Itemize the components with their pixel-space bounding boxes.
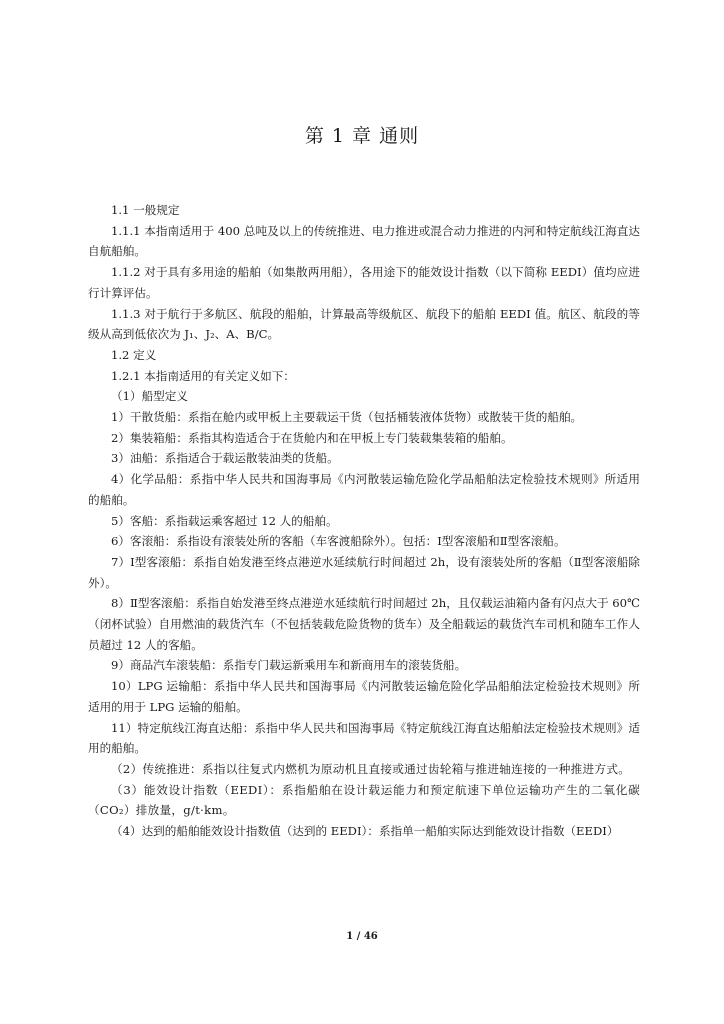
page-number: 1 / 46 [346,931,378,942]
clause-1-2-1: 1.2.1 本指南适用的有关定义如下： [111,368,295,383]
definition-dry-bulk-ship: 1）干散货船：系指在舱内或甲板上主要载运干货（包括桶装液体货物）或散装干货的船舶。 [111,410,583,425]
definition-river-sea-ship: 11）特定航线江海直达船：系指中华人民共和国海事局《特定航线江海直达船舶法定检验技术规则》适用的船舶。 [88,720,640,756]
definition-oil-tanker: 3）油船：系指适合于载运散装油类的货船。 [111,451,339,466]
definition-eedi: （3）能效设计指数（EEDI）：系指船舶在设计载运能力和预定航速下单位运输功产生的二氧化碳（CO₂）排放量，g/t·km。 [88,782,640,818]
section-heading-1-1: 1.1 一般规定 [111,203,180,217]
chapter-title: 第 1 章 通则 [304,125,420,147]
definition-lpg-carrier: 10）LPG 运输船：系指中华人民共和国海事局《内河散装运输危险化学品船舶法定检验技术规则》所适用的用于 LPG 运输的船舶。 [88,679,640,714]
section-heading-1-2: 1.2 定义 [111,347,157,362]
definition-attained-eedi: （4）达到的船舶能效设计指数值（达到的 EEDI）：系指单一船舶实际达到能效设计指数（EEDI） [111,824,619,839]
subheading-ship-type-definitions: （1）船型定义 [111,389,188,404]
clause-1-1-1: 1.1.1 本指南适用于 400 总吨及以上的传统推进、电力推进或混合动力推进的内河和特定航线江海直达自航船舶。 [88,223,640,259]
clause-1-1-2: 1.1.2 对于具有多用途的船舶（如集散两用船），各用途下的能效设计指数（以下简称 EEDI）值均应进行计算评估。 [88,265,640,300]
body-text [88,200,640,842]
definition-passenger-ship: 5）客船：系指载运乘客超过 12 人的船舶。 [111,513,338,528]
definition-type-1-ro-ro-passenger-ship: 7）Ⅰ型客滚船：系指自始发港至终点港逆水延续航行时间超过 2h，设有滚装处所的客船（Ⅱ型客滚船除外）。 [88,554,640,590]
clause-1-1-3: 1.1.3 对于航行于多航区、航段的船舶，计算最高等级航区、航段下的船舶 EEDI 值。航区、航段的等级从高到低依次为 J₁、J₂、A、B/C。 [88,306,640,342]
definition-chemical-tanker: 4）化学品船：系指中华人民共和国海事局《内河散装运输危险化学品船舶法定检验技术规则》所适用的船舶。 [88,472,640,507]
definition-container-ship: 2）集装箱船：系指其构造适合于在货舱内和在甲板上专门装载集装箱的船舶。 [111,430,513,445]
definition-vehicle-carrier: 9）商品汽车滚装船：系指专门载运新乘用车和新商用车的滚装货船。 [111,658,467,673]
definition-ro-ro-passenger-ship: 6）客滚船：系指设有滚装处所的客船（车客渡船除外）。包括：Ⅰ型客滚船和Ⅱ型客滚船。 [111,534,566,549]
definition-conventional-propulsion: （2）传统推进：系指以往复式内燃机为原动机且直接或通过齿轮箱与推进轴连接的一种推进方式。 [111,761,631,776]
definition-type-2-ro-ro-passenger-ship: 8）Ⅱ型客滚船：系指自始发港至终点港逆水延续航行时间超过 2h，且仅载运油箱内备有闪点大于 60℃（闭杯试验）自用燃油的载货汽车（不包括装载危险货物的货车）及全船载运的载货汽车司机和随车工作人员超过 12 人的客船。 [88,596,640,652]
